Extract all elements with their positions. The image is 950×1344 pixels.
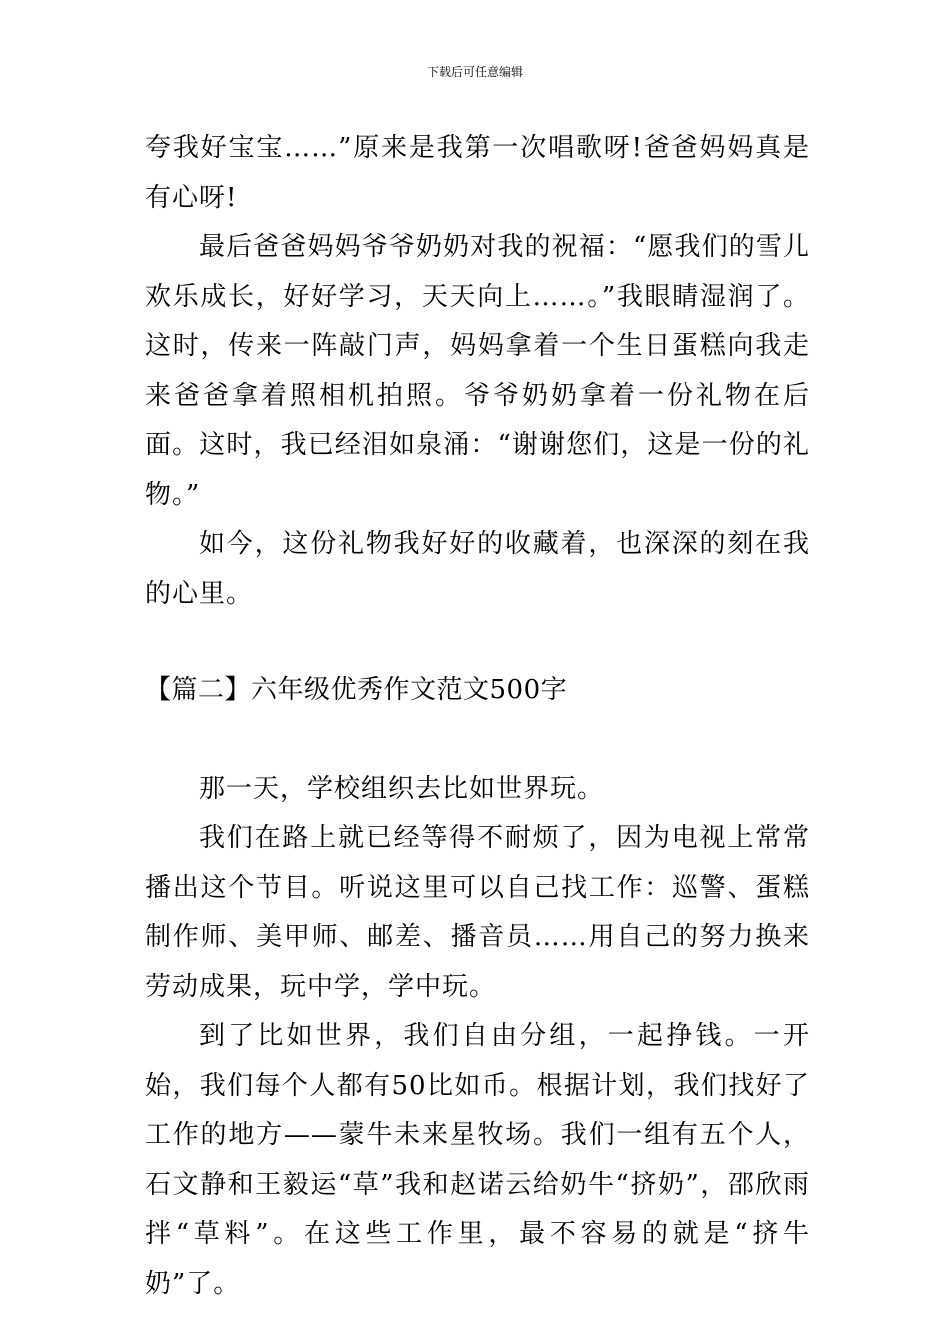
spacer	[145, 716, 810, 765]
paragraph-on-the-road: 我们在路上就已经等得不耐烦了，因为电视上常常播出这个节目。听说这里可以自己找工作：巡警、蛋糕制作师、美甲师、邮差、播音员……用自己的努力换来劳动成果，玩中学，学中玩。	[145, 823, 810, 1002]
paragraph-opening: 那一天，学校组织去比如世界玩。	[199, 773, 605, 804]
paragraph-blessing: 最后爸爸妈妈爷爷奶奶对我的祝福：“愿我们的雪儿欢乐成长，好好学习，天天向上……。”我眼睛湿润了。这时，传来一阵敲门声，妈妈拿着一个生日蛋糕向我走来爸爸拿着照相机拍照。爷爷奶奶拿着一份礼物在后面。这时，我已经泪如泉涌：“谢谢您们，这是一份的礼物。”	[145, 232, 810, 510]
page-header: 下载后可任意编辑	[426, 65, 523, 79]
paragraph-continued: 夸我好宝宝……”原来是我第一次唱歌呀!爸爸妈妈真是有心呀!	[145, 133, 810, 213]
document-body	[145, 124, 810, 1309]
spacer	[145, 619, 810, 666]
section-heading: 【篇二】六年级优秀作文范文500字	[145, 675, 568, 705]
paragraph-conclusion: 如今，这份礼物我好好的收藏着，也深深的刻在我的心里。	[145, 529, 810, 609]
paragraph-working: 到了比如世界，我们自由分组，一起挣钱。一开始，我们每个人都有50比如币。根据计划，我们找好了工作的地方——蒙牛未来星牧场。我们一组有五个人，石文静和王毅运“草”我和赵诺云给奶牛“挤奶”，邵欣雨拌“草料”。在这些工作里，最不容易的就是“挤牛奶”了。	[145, 1021, 810, 1299]
